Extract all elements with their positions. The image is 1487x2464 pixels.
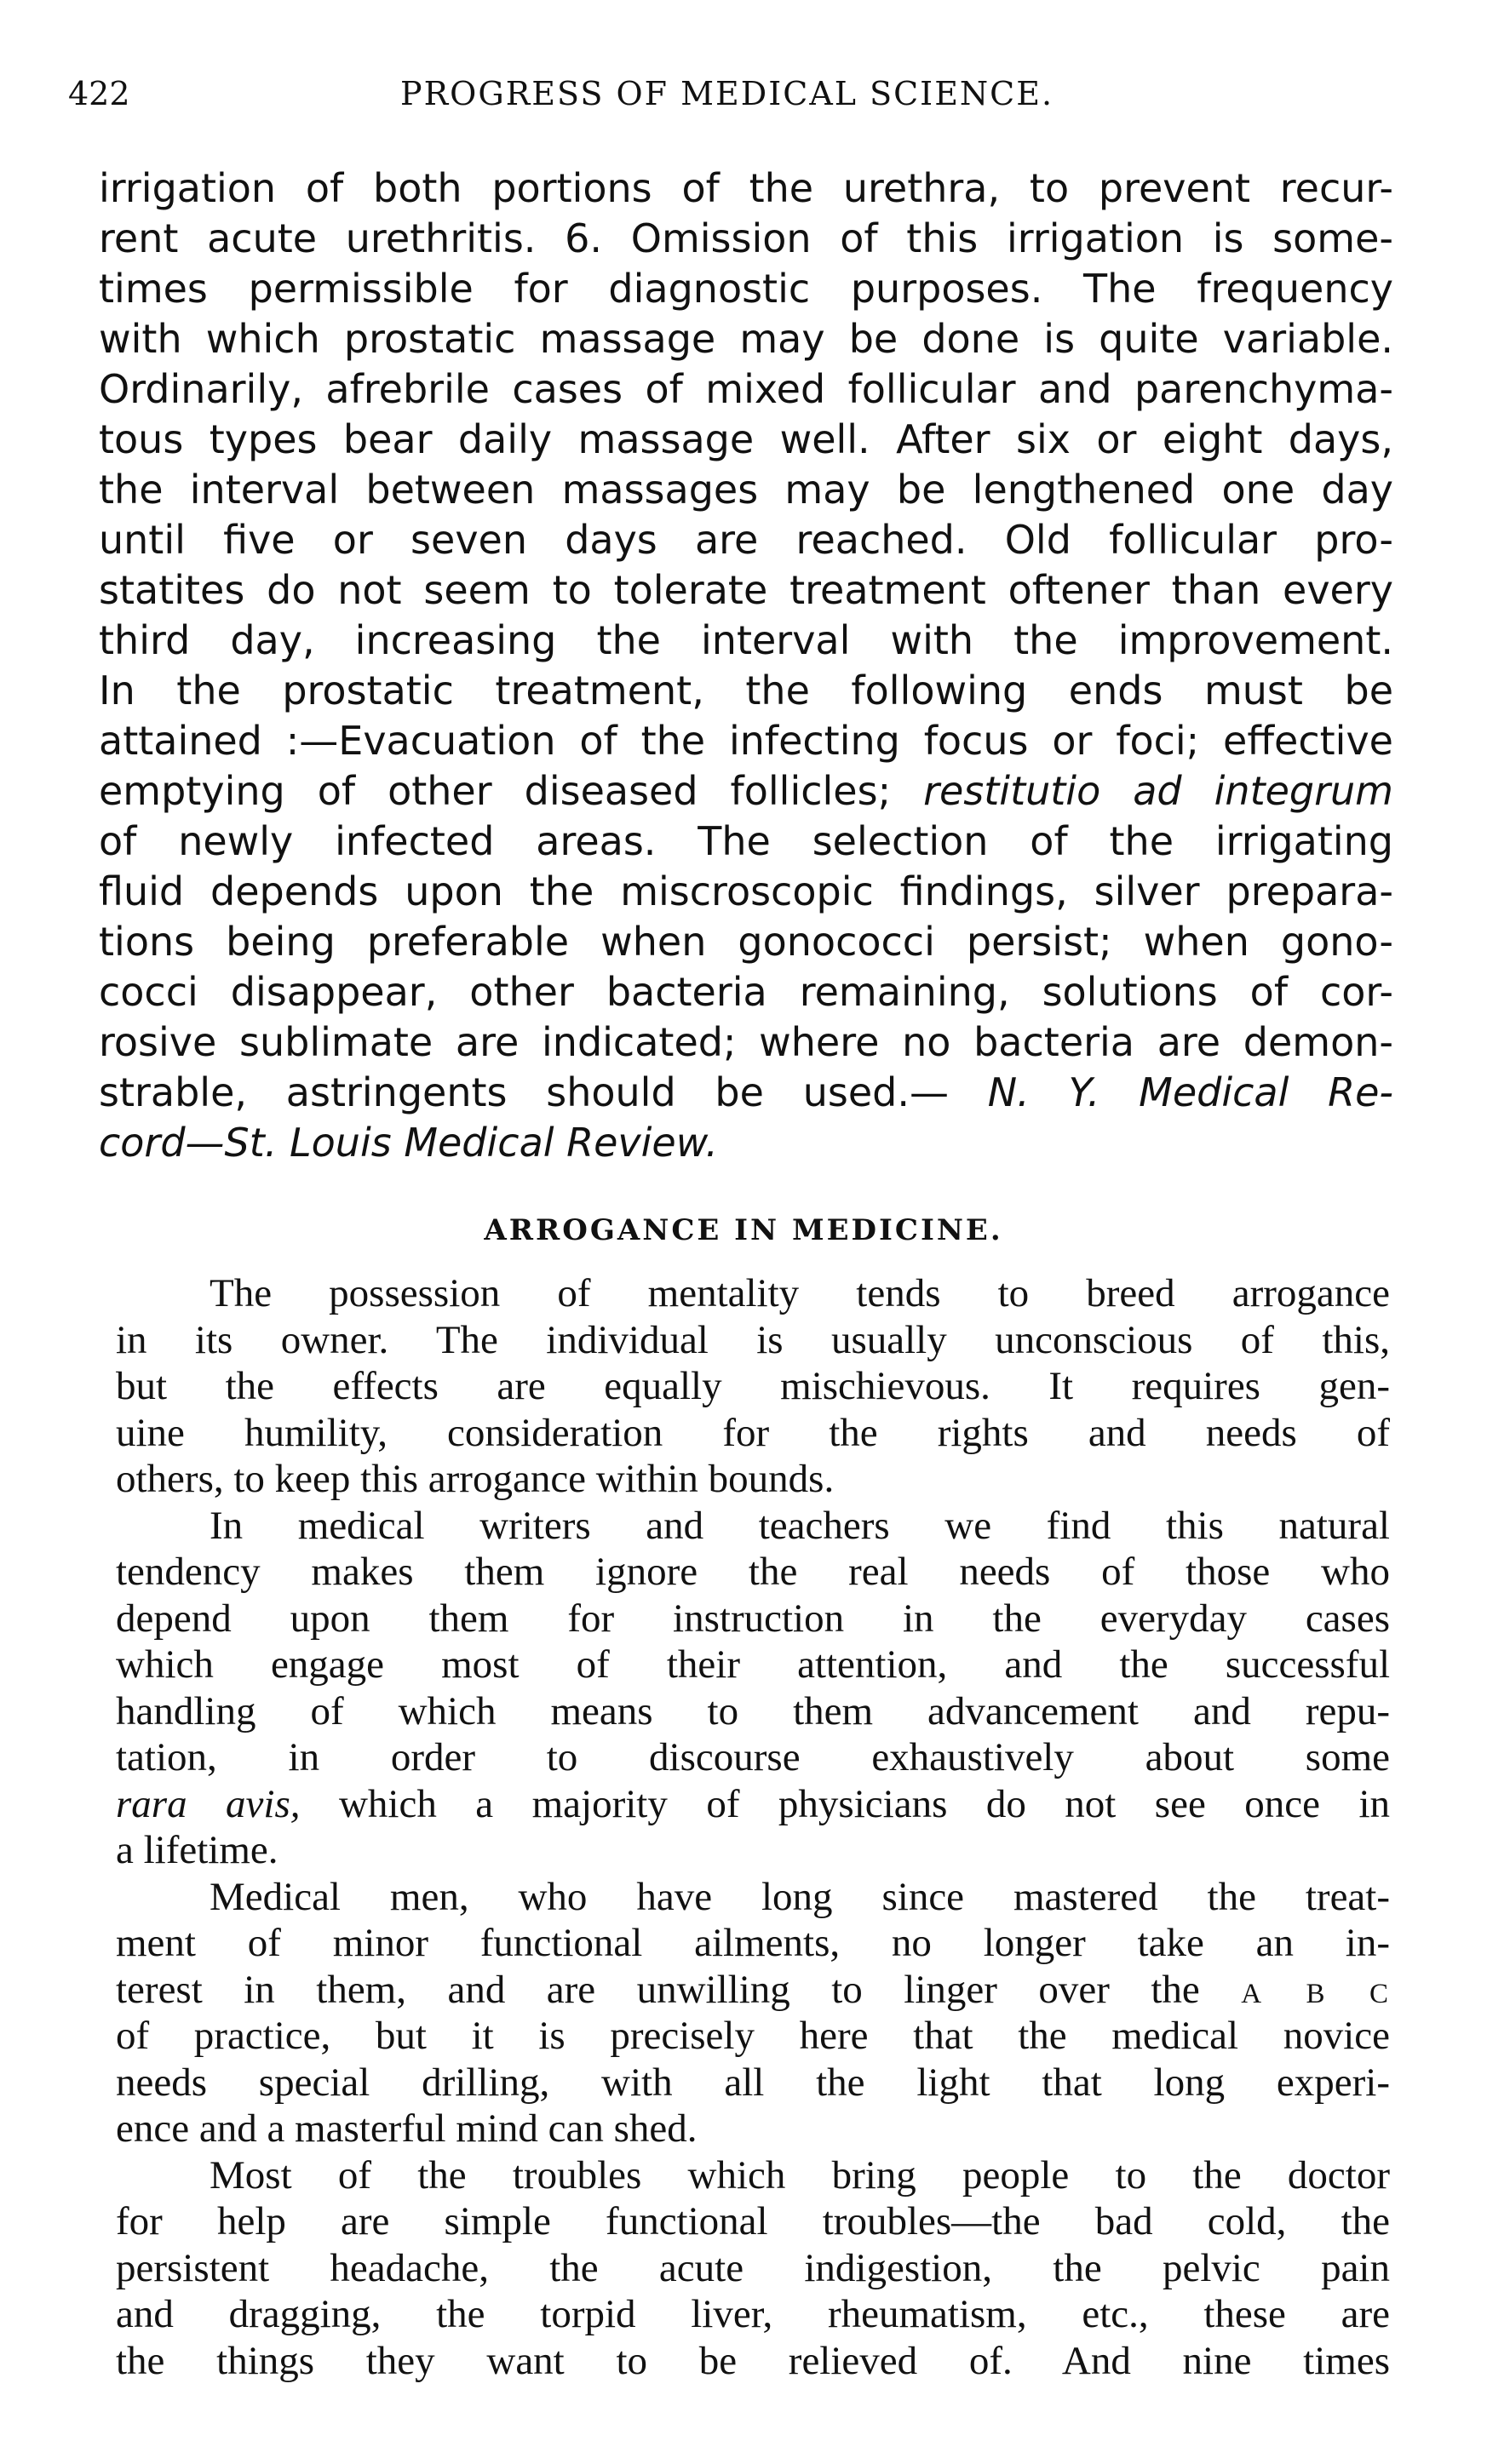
source-citation-line: cord—St. Louis Medical Review. xyxy=(99,1120,719,1166)
text-line: a lifetime. xyxy=(116,1828,278,1872)
text-line: rosive sublimate are indicated; where no bacteria are demon- xyxy=(99,1019,1393,1065)
text-line: until five or seven days are reached. Old follicular pro- xyxy=(99,517,1393,563)
section-heading: ARROGANCE IN MEDICINE. xyxy=(484,1213,1003,1247)
article-body xyxy=(116,1270,1390,2384)
latin-phrase: restitutio ad integrum xyxy=(923,768,1393,814)
text-span: emptying of other diseased follicles; xyxy=(99,768,924,814)
text-line: rent acute urethritis. 6. Omission of this irrigation is some- xyxy=(99,215,1393,261)
text-line: tions being preferable when gonococci persist; when gono- xyxy=(99,919,1393,965)
text-line: the interval between massages may be lengthened one day xyxy=(99,467,1393,513)
text-line: In the prostatic treatment, the following ends must be xyxy=(99,668,1393,713)
text-line: Ordinarily, afrebrile cases of mixed follicular and parenchyma- xyxy=(99,366,1393,412)
text-line: which engage most of their attention, and the successful xyxy=(116,1642,1390,1687)
text-line: and dragging, the torpid liver, rheumatism, etc., these are xyxy=(116,2292,1390,2336)
page-number: 422 xyxy=(68,75,130,112)
text-line: tation, in order to discourse exhaustively about some xyxy=(116,1735,1390,1779)
text-line: ment of minor functional ailments, no longer take an in- xyxy=(116,1921,1390,1965)
text-line: irrigation of both portions of the urethra, to prevent recur- xyxy=(99,165,1393,211)
text-line: Most of the troubles which bring people to the doctor xyxy=(210,2152,1390,2198)
text-line: of practice, but it is precisely here that the medical novice xyxy=(116,2014,1390,2058)
text-span: terest in them, and are unwilling to linger over the xyxy=(116,1967,1242,2012)
text-line: Medical men, who have long since mastered the treat- xyxy=(210,1874,1390,1919)
text-line: cocci disappear, other bacteria remaining, solutions of cor- xyxy=(99,969,1393,1015)
latin-phrase: rara avis, xyxy=(116,1781,301,1826)
continued-paragraph xyxy=(99,163,1393,1168)
text-line: third day, increasing the interval with the improvement. xyxy=(99,617,1393,663)
text-line: persistent headache, the acute indigestion, the pelvic pain xyxy=(116,2245,1390,2290)
text-line xyxy=(99,1068,1393,1118)
text-line xyxy=(99,766,1393,817)
text-line: tous types bear daily massage well. After six or eight days, xyxy=(99,416,1393,462)
text-line: In medical writers and teachers we find this natural xyxy=(210,1503,1390,1548)
text-line: with which prostatic massage may be done is quite variable. xyxy=(99,316,1393,362)
small-caps-term: a b c xyxy=(1241,1967,1390,2012)
text-line: the things they want to be relieved of. And nine times xyxy=(116,2338,1390,2383)
text-line: in its owner. The individual is usually unconscious of this, xyxy=(116,1317,1390,1362)
text-line: fluid depends upon the miscroscopic findings, silver prepara- xyxy=(99,868,1393,914)
text-line: statites do not seem to tolerate treatment oftener than every xyxy=(99,567,1393,613)
text-span: strable, astringents should be used.— xyxy=(99,1069,988,1115)
running-title: PROGRESS OF MEDICAL SCIENCE. xyxy=(400,75,1054,112)
source-citation: N. Y. Medical Re- xyxy=(987,1069,1394,1115)
text-line: attained :—Evacuation of the infecting focus or foci; effective xyxy=(99,718,1393,764)
text-line: but the effects are equally mischievous. It requires gen- xyxy=(116,1364,1390,1408)
text-span: which a majority of physicians do not see once in xyxy=(300,1781,1391,1826)
text-line: for help are simple functional troubles—the bad cold, the xyxy=(116,2199,1390,2243)
text-line: tendency makes them ignore the real needs of those who xyxy=(116,1550,1390,1594)
text-line: needs special drilling, with all the light that long experi- xyxy=(116,2060,1390,2105)
text-line xyxy=(116,1781,1390,1828)
text-line: of newly infected areas. The selection of the irrigating xyxy=(99,818,1393,864)
text-line: times permissible for diagnostic purposes. The frequency xyxy=(99,266,1393,312)
text-line: depend upon them for instruction in the everyday cases xyxy=(116,1596,1390,1641)
running-head xyxy=(68,75,1397,126)
text-line: handling of which means to them advancement and repu- xyxy=(116,1688,1390,1733)
text-line: others, to keep this arrogance within bounds. xyxy=(116,1457,835,1501)
text-line xyxy=(116,1967,1390,2014)
text-line: uine humility, consideration for the rights and needs of xyxy=(116,1410,1390,1455)
text-line: The possession of mentality tends to breed arrogance xyxy=(210,1271,1390,1315)
text-line: ence and a masterful mind can shed. xyxy=(116,2106,698,2151)
